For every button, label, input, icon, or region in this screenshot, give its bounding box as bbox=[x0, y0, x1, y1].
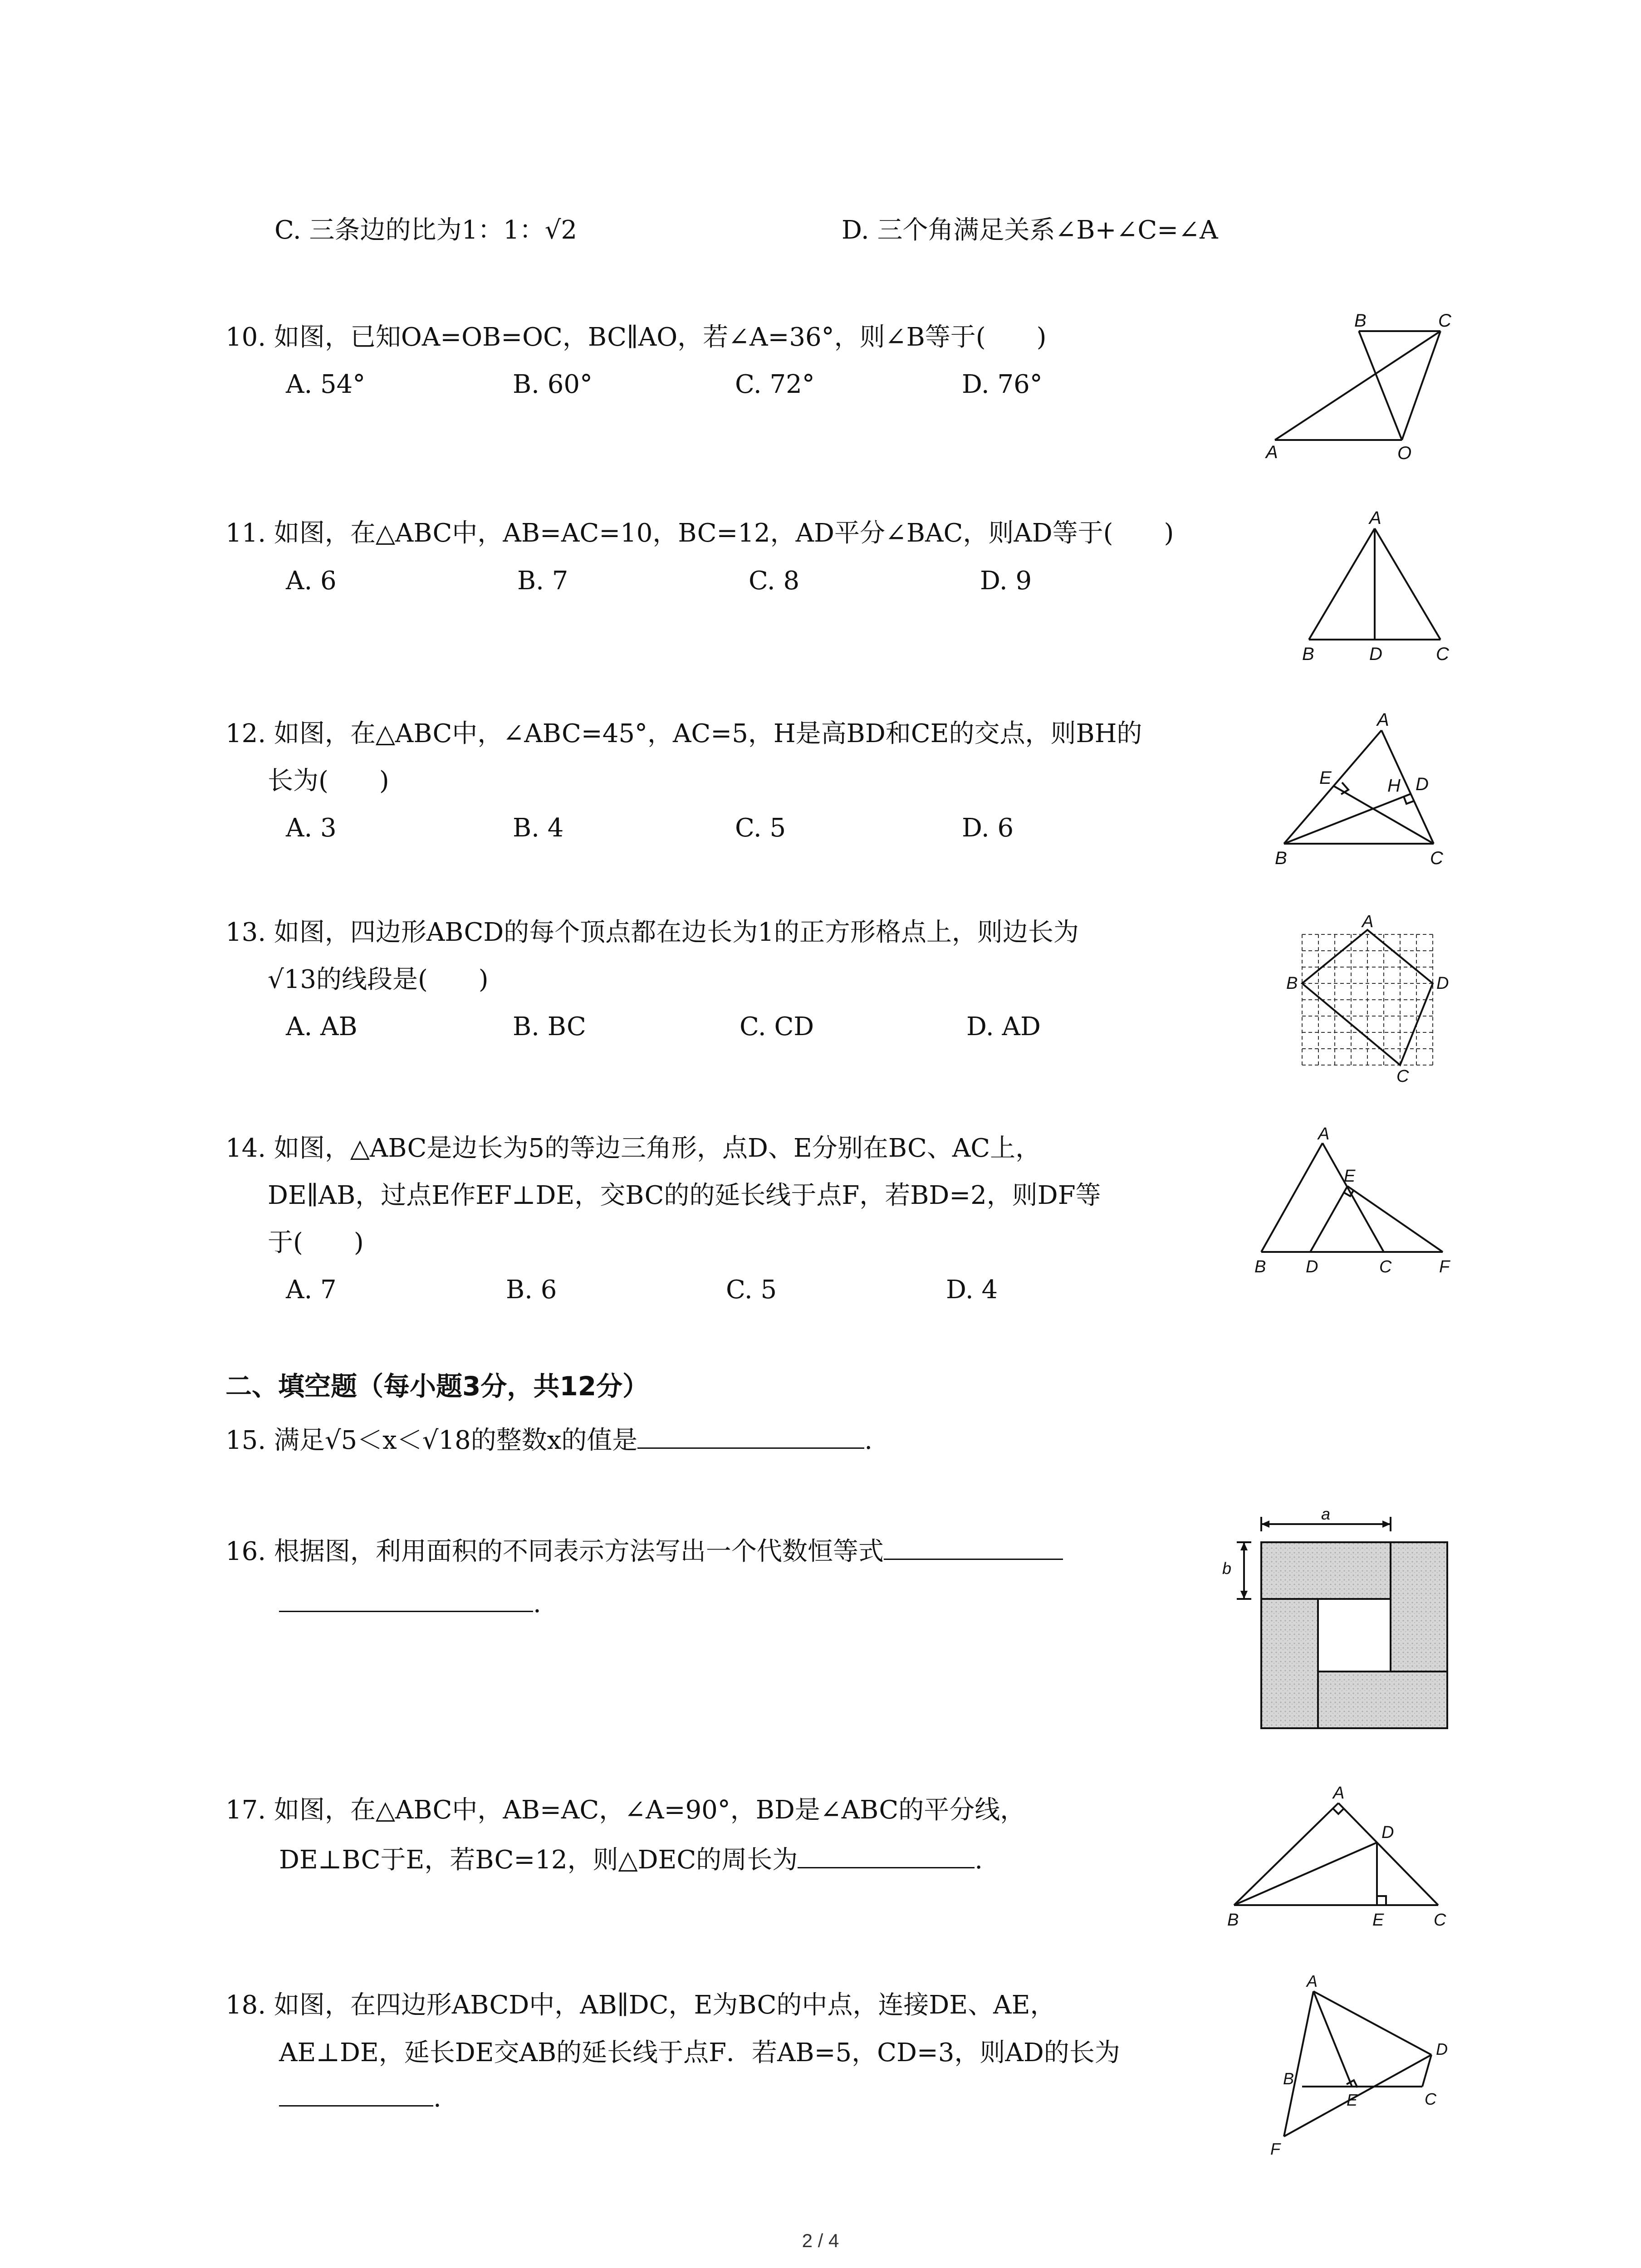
q16-stem-line-2 bbox=[279, 1588, 541, 1620]
q13-label-d: D bbox=[1436, 974, 1449, 993]
q17-stem-line-1: 17. 如图，在△ABC中，AB=AC，∠A=90°，BD是∠ABC的平分线， bbox=[225, 1795, 1026, 1825]
q14-label-b: B bbox=[1254, 1257, 1266, 1276]
q14-label-f: F bbox=[1439, 1257, 1450, 1276]
q18-label-f: F bbox=[1270, 2140, 1280, 2158]
q10-stem: 10. 如图，已知OA=OB=OC，BC∥AO，若∠A=36°，则∠B等于( ) bbox=[225, 323, 1047, 352]
q12-label-h: H bbox=[1387, 776, 1401, 796]
q17-answer-blank[interactable] bbox=[798, 1849, 975, 1868]
q16-figure bbox=[1216, 1505, 1452, 1737]
q16-stem bbox=[225, 1535, 1063, 1568]
q18-label-a: A bbox=[1307, 1972, 1318, 1990]
q13-label-b: B bbox=[1286, 974, 1298, 993]
section-2-heading: 二、填空题（每小题3分，共12分） bbox=[225, 1371, 649, 1402]
q12-option-d: D. 6 bbox=[962, 813, 1014, 843]
q12-label-b: B bbox=[1275, 848, 1287, 868]
q13-option-b: B. BC bbox=[513, 1012, 586, 1041]
q18-label-c: C bbox=[1425, 2090, 1436, 2108]
q13-stem-line-1: 13. 如图，四边形ABCD的每个顶点都在边长为1的正方形格点上，则边长为 bbox=[225, 918, 1079, 947]
q11-option-c: C. 8 bbox=[749, 566, 800, 596]
q16-answer-blank-2[interactable] bbox=[279, 1593, 533, 1612]
q18-label-e: E bbox=[1347, 2091, 1358, 2109]
q12-option-a: A. 3 bbox=[286, 813, 337, 843]
q18-answer-blank[interactable] bbox=[279, 2087, 433, 2107]
q9-option-c: C. 三条边的比为1：1：√2 bbox=[274, 215, 578, 245]
q14-option-d: D. 4 bbox=[946, 1275, 998, 1305]
q14-stem-line-2: DE∥AB，过点E作EF⊥DE，交BC的的延长线于点F，若BD=2，则DF等 bbox=[268, 1181, 1101, 1210]
q18-label-b: B bbox=[1283, 2069, 1294, 2088]
q10-option-a: A. 54° bbox=[286, 370, 366, 399]
q13-label-a: A bbox=[1362, 912, 1374, 931]
q14-option-b: B. 6 bbox=[506, 1275, 557, 1305]
q16-label-b: b bbox=[1222, 1559, 1232, 1578]
q13-option-d: D. AD bbox=[966, 1012, 1041, 1041]
q14-label-e: E bbox=[1344, 1167, 1356, 1186]
q11-figure bbox=[1288, 510, 1470, 665]
q14-label-a: A bbox=[1318, 1124, 1330, 1144]
q17-stem-line-2 bbox=[279, 1844, 983, 1877]
q12-figure bbox=[1266, 712, 1465, 871]
q17-label-b: B bbox=[1227, 1911, 1239, 1930]
q14-stem-line-3: 于( ) bbox=[268, 1228, 364, 1257]
q11-option-d: D. 9 bbox=[980, 566, 1032, 596]
q12-label-d: D bbox=[1416, 774, 1429, 794]
q18-period: . bbox=[433, 2083, 441, 2113]
q10-label-o: O bbox=[1397, 443, 1412, 463]
q17-label-a: A bbox=[1333, 1784, 1345, 1803]
q9-option-d: D. 三个角满足关系∠B+∠C=∠A bbox=[842, 215, 1218, 245]
q13-option-a: A. AB bbox=[286, 1012, 358, 1041]
q10-label-b: B bbox=[1354, 311, 1367, 331]
q18-figure bbox=[1243, 1973, 1461, 2164]
q16-label-a: a bbox=[1321, 1505, 1331, 1523]
q15-period: . bbox=[864, 1426, 873, 1455]
q15-answer-blank[interactable] bbox=[637, 1429, 864, 1449]
q12-label-e: E bbox=[1319, 768, 1332, 788]
q17-label-c: C bbox=[1434, 1911, 1446, 1930]
q18-stem-line-2: AE⊥DE，延长DE交AB的延长线于点F．若AB=5，CD=3，则AD的长为 bbox=[279, 2038, 1120, 2068]
q14-stem-line-1: 14. 如图，△ABC是边长为5的等边三角形，点D、E分别在BC、AC上， bbox=[225, 1134, 1041, 1163]
page-number: 2 / 4 bbox=[802, 2230, 839, 2251]
q11-label-b: B bbox=[1302, 644, 1314, 664]
q12-stem-line-2: 长为( ) bbox=[268, 766, 389, 796]
q13-figure bbox=[1284, 912, 1456, 1084]
q11-label-a: A bbox=[1369, 508, 1381, 528]
q15-text: 15. 满足√5＜x＜√18的整数x的值是 bbox=[225, 1426, 638, 1455]
q17-text: DE⊥BC于E，若BC=12，则△DEC的周长为 bbox=[279, 1845, 798, 1875]
q10-label-c: C bbox=[1438, 311, 1451, 331]
q17-period: . bbox=[975, 1845, 983, 1875]
q10-option-b: B. 60° bbox=[513, 370, 593, 399]
q17-label-e: E bbox=[1372, 1911, 1384, 1930]
q11-label-c: C bbox=[1436, 644, 1449, 664]
q14-figure bbox=[1243, 1124, 1461, 1284]
q11-option-b: B. 7 bbox=[517, 566, 568, 596]
q15-stem bbox=[225, 1424, 872, 1457]
q17-label-d: D bbox=[1381, 1823, 1394, 1842]
q10-option-c: C. 72° bbox=[735, 370, 815, 399]
q12-label-c: C bbox=[1430, 848, 1443, 868]
q16-period: . bbox=[533, 1589, 541, 1618]
q18-stem-line-1: 18. 如图，在四边形ABCD中，AB∥DC，E为BC的中点，连接DE、AE， bbox=[225, 1990, 1056, 2020]
q14-option-c: C. 5 bbox=[726, 1275, 777, 1305]
q11-label-d: D bbox=[1369, 644, 1382, 664]
q18-label-d: D bbox=[1436, 2040, 1448, 2058]
q13-option-c: C. CD bbox=[740, 1012, 814, 1041]
q12-stem-line-1: 12. 如图，在△ABC中，∠ABC=45°，AC=5，H是高BD和CE的交点，则BH的 bbox=[225, 719, 1142, 748]
q10-label-a: A bbox=[1266, 442, 1278, 462]
q11-option-a: A. 6 bbox=[286, 566, 337, 596]
q14-label-d: D bbox=[1306, 1257, 1318, 1276]
q12-option-c: C. 5 bbox=[735, 813, 786, 843]
q12-option-b: B. 4 bbox=[513, 813, 564, 843]
q14-option-a: A. 7 bbox=[286, 1275, 337, 1305]
q11-stem: 11. 如图，在△ABC中，AB=AC=10，BC=12，AD平分∠BAC，则AD等于( ) bbox=[225, 518, 1174, 548]
q16-text: 16. 根据图，利用面积的不同表示方法写出一个代数恒等式 bbox=[225, 1537, 884, 1566]
q10-option-d: D. 76° bbox=[962, 370, 1043, 399]
q10-figure bbox=[1261, 308, 1470, 463]
q13-label-c: C bbox=[1396, 1067, 1409, 1086]
q14-label-c: C bbox=[1379, 1257, 1392, 1276]
q12-label-a: A bbox=[1377, 710, 1389, 730]
q17-figure bbox=[1216, 1783, 1461, 1932]
q18-stem-line-3 bbox=[279, 2082, 441, 2115]
q13-stem-line-2: √13的线段是( ) bbox=[268, 965, 489, 994]
q16-answer-blank-1[interactable] bbox=[884, 1540, 1063, 1560]
